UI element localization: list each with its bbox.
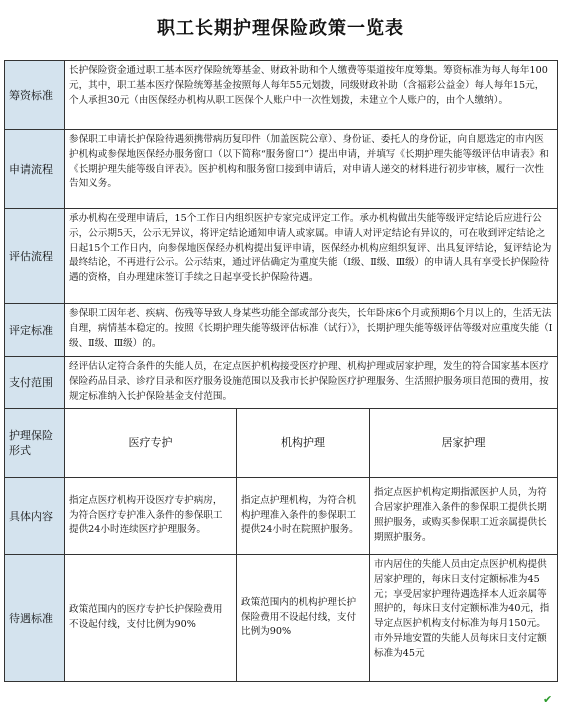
checkmark-icon: ✔ <box>543 693 553 706</box>
table-cell: 指定点护理机构，为符合机构护理准入条件的参保职工提供24小时在院照护服务。 <box>237 478 370 555</box>
table-cell: 政策范围内的机构护理长护保险费用不设起付线，支付比例为90% <box>237 555 370 682</box>
table-row <box>5 304 558 357</box>
table-cell: 指定点医疗机构开设医疗专护病房，为符合医疗专护准入条件的参保职工提供24小时连续医疗护理服务。 <box>65 478 237 555</box>
table-row <box>5 130 558 209</box>
row-header: 待遇标准 <box>5 555 65 682</box>
table-row <box>5 357 558 409</box>
table-cell: 指定点医护机构定期指派医护人员，为符合居家护理准入条件的参保职工提供长期照护服务，或购买参保职工近亲属提供长期照护服务。 <box>370 478 558 555</box>
policy-table <box>4 60 558 682</box>
row-header: 具体内容 <box>5 478 65 555</box>
table-row <box>5 409 558 478</box>
row-content: 长护保险资金通过职工基本医疗保险统筹基金、财政补助和个人缴费等渠道按年度筹集。筹资标准为每人每年100元，其中，职工基本医疗保险统筹基金按照每人每年55元划拨，同级财政补助（含福彩公益金）每人每年15元，个人承担30元（由医保经办机构从职工医保个人账户中一次性划拨，未建立个人账户的，由个人缴纳）。 <box>65 61 558 130</box>
row-header: 护理保险形式 <box>5 409 65 478</box>
table-row <box>5 209 558 304</box>
table-row <box>5 478 558 555</box>
row-header: 支付范围 <box>5 357 65 409</box>
table-row <box>5 61 558 130</box>
column-header: 机构护理 <box>237 409 370 478</box>
row-content: 经评估认定符合条件的失能人员，在定点医护机构接受医疗护理、机构护理或居家护理，发生的符合国家基本医疗保险药品目录、诊疗目录和医疗服务设施范围以及我市长护保险医疗护理服务、生活照护服务项目范围的费用，按规定标准纳入长护保险基金支付范围。 <box>65 357 558 409</box>
row-header: 筹资标准 <box>5 61 65 130</box>
row-header: 评定标准 <box>5 304 65 357</box>
row-content: 参保职工申请长护保险待遇须携带病历复印件（加盖医院公章）、身份证、委托人的身份证，向自愿选定的市内医护机构或参保地医保经办服务窗口（以下简称“服务窗口”）提出申请，并填写《长期护理失能等级评估申请表》和《长期护理失能等级自评表》。医护机构和服务窗口接到申请后，对申请人递交的材料进行初步审核，履行一次性告知义务。 <box>65 130 558 209</box>
column-header: 医疗专护 <box>65 409 237 478</box>
row-content: 承办机构在受理申请后，15个工作日内组织医护专家完成评定工作。承办机构做出失能等级评定结论后应进行公示，公示期5天，公示无异议，将评定结论通知申请人或家属。申请人对评定结论有异议的，可在收到评定结论之日起15个工作日内，向参保地医保经办机构提出复评申请，医保经办机构应组织复评、出具复评结论，复评结论为最终结论，不再进行公示。公示结束，通过评估确定为重度失能（Ⅰ级、Ⅱ级、Ⅲ级）的申请人具有享受长护保险待遇的资格，自办理建床签订手续之日起享受长护保险待遇。 <box>65 209 558 304</box>
table-row <box>5 555 558 682</box>
row-content: 参保职工因年老、疾病、伤残等导致人身某些功能全部或部分丧失，长年卧床6个月或预期6个月以上的，生活无法自理，病情基本稳定的。按照《长期护理失能等级评估标准（试行）》，长期护理失能等级评估等级对应重度失能（Ⅰ级、Ⅱ级、Ⅲ级）的。 <box>65 304 558 357</box>
page-title: 职工长期护理保险政策一览表 <box>157 18 404 39</box>
table-cell: 市内居住的失能人员由定点医护机构提供居家护理的，每床日支付定额标准为45元；享受居家护理待遇选择本人近亲属等照护的，每床日支付定额标准为40元，指导定点医护机构支付标准为每月150元。市外异地安置的失能人员每床日支付定额标准为45元 <box>370 555 558 682</box>
table-cell: 政策范围内的医疗专护长护保险费用不设起付线，支付比例为90% <box>65 555 237 682</box>
column-header: 居家护理 <box>370 409 558 478</box>
row-header: 评估流程 <box>5 209 65 304</box>
row-header: 申请流程 <box>5 130 65 209</box>
